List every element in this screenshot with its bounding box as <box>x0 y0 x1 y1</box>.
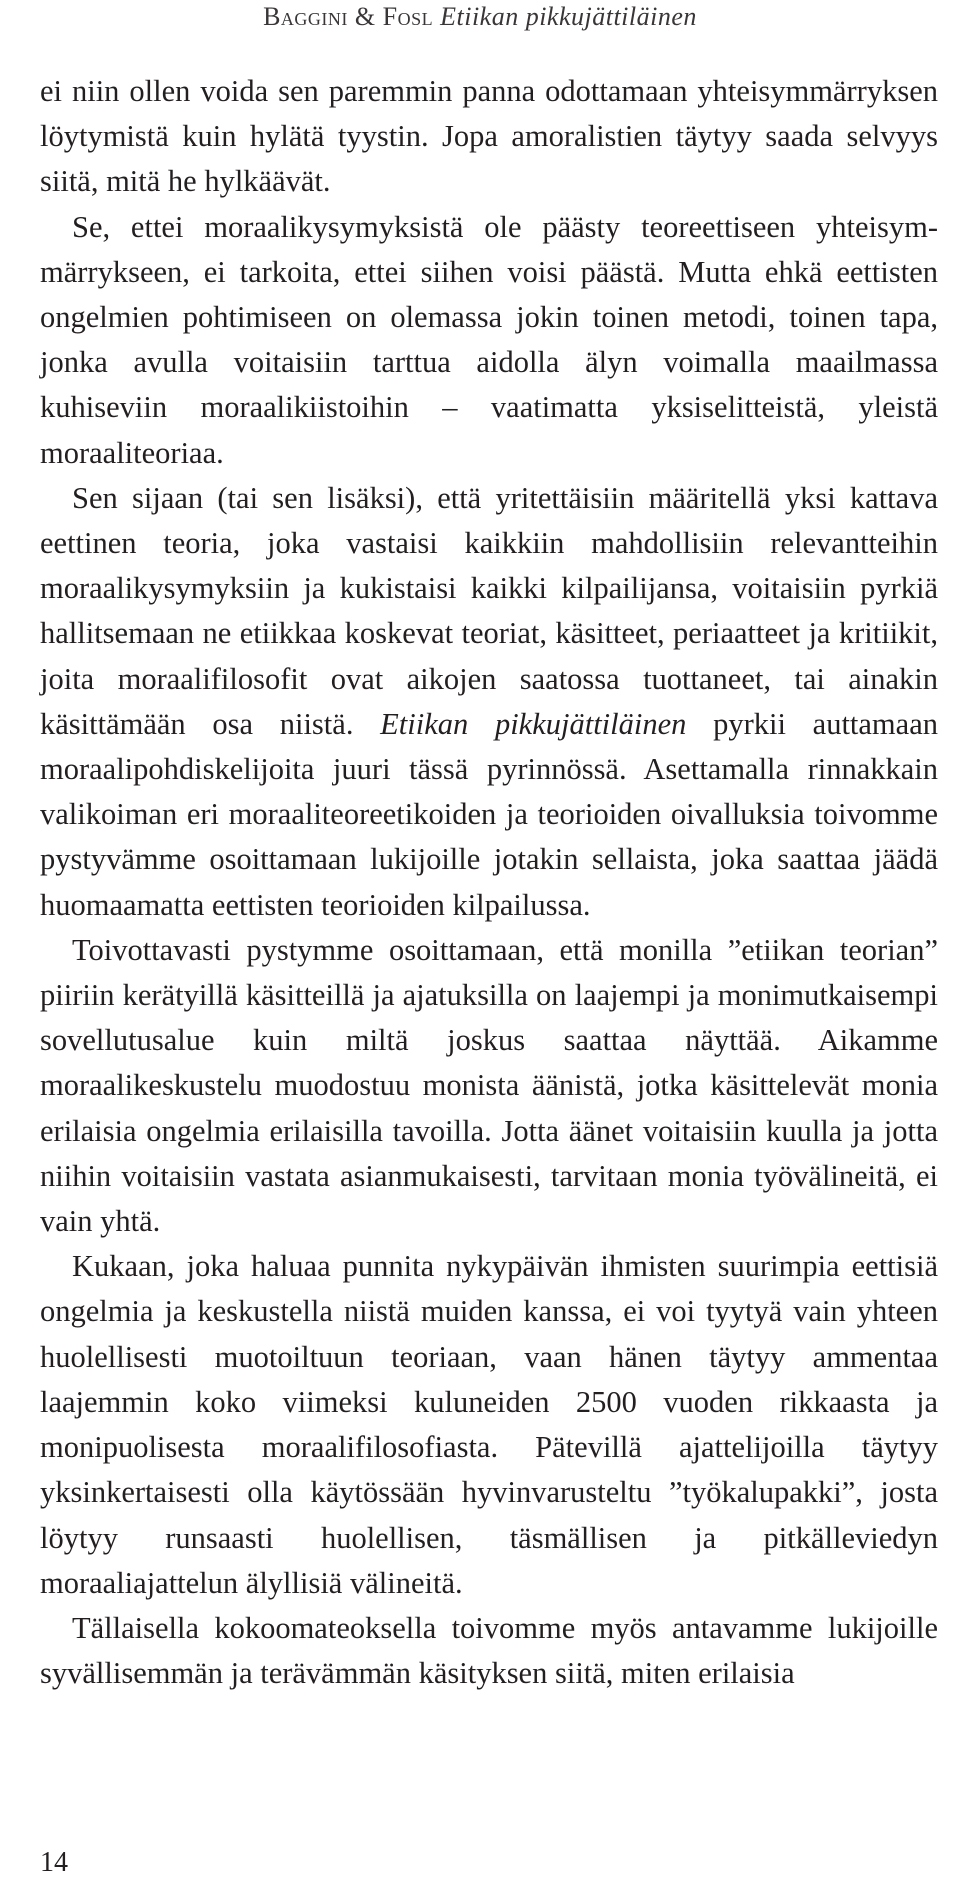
paragraph-4 <box>40 928 938 1244</box>
body-text <box>40 69 938 1696</box>
paragraph-text: Se, ettei moraalikysymyksistä ole päästy teoreettiseen yhteisymmärrykseen, ei tarkoita, ettei siihen voisi päästä. Mutta ehkä eettisten ongelmien pohtimiseen on olemassa jokin toinen metodi, toinen tapa, jonka avulla voitaisiin tarttua aidolla älyn voimalla maailmassa kuhiseviin moraalikiistoihin – vaatimatta yksiselitteistä, yleistä moraaliteoriaa. <box>40 209 938 470</box>
paragraph-text: pyrkii auttamaan moraalipohdiskelijoita juuri tässä pyrinnössä. Asettamalla rinnakkain valikoiman eri moraaliteoreetikoiden ja teorioiden oivalluksia toivomme pystyvämme osoittamaan lukijoille jotakin sellaista, joka saattaa jäädä huomaamatta eettisten teorioiden kilpailussa. <box>40 706 938 922</box>
book-title-italic: Etiikan pikkujättiläinen <box>380 706 687 741</box>
page-number: 14 <box>40 1847 68 1878</box>
paragraph-text: Toivottavasti pystymme osoittamaan, että monilla ”etiikan teorian” piiriin kerätyillä käsitteillä ja ajatuksilla on laajempi ja monimutkaisempi sovellutusalue kuin miltä joskus saattaa näyttää. Aikamme moraalikeskustelu muodostuu monista äänistä, jotka käsittelevät monia erilaisia ongelmia erilaisilla tavoilla. Jotta äänet voitaisiin kuulla ja jotta niihin voitaisiin vastata asianmukaisesti, tarvitaan monia työvälineitä, ei vain yhtä. <box>40 932 938 1239</box>
paragraph-text: Sen sijaan (tai sen lisäksi), että yritettäisiin määritellä yksi kattava eettinen teoria, joka vastaisi kaikkiin mahdollisiin relevantteihin moraalikysymyksiin ja kukistaisi kaikki kilpailijansa, voitaisiin pyrkiä hallitsemaan ne etiikkaa koskevat teoriat, käsitteet, periaatteet ja kritiikit, joita moraalifilosofit ovat aikojen saatossa tuottaneet, tai ainakin käsittämään osa niistä. <box>40 480 938 741</box>
paragraph-text: Kukaan, joka haluaa punnita nykypäivän ihmisten suurimpia eettisiä ongelmia ja keskustella niistä muiden kanssa, ei voi tyytyä vain yhteen huolellisesti muotoiltuun teoriaan, vaan hänen täytyy ammentaa laajemmin koko viimeksi kuluneiden 2500 vuoden rikkaasta ja monipuolisesta moraalifilosofiasta. Pätevillä ajattelijoilla täytyy yksinkertaisesti olla käytössään hyvinvarusteltu ”työkalupakki”, josta löytyy runsaasti huolellisen, täsmällisen ja pitkälleviedyn moraaliajattelun älyllisiä välineitä. <box>40 1249 938 1600</box>
paragraph-text: Tällaisella kokoomateoksella toivomme myös antavamme lukijoille syvällisemmän ja terävämmän käsityksen siitä, miten erilaisia <box>40 1610 938 1691</box>
paragraph-2 <box>40 205 938 476</box>
paragraph-text: ei niin ollen voida sen paremmin panna odottamaan yhteisymmärryksen löytymistä kuin hylätä tyystin. Jopa amoralistien täytyy saada selvyys siitä, mitä he hylkäävät. <box>40 74 938 199</box>
paragraph-3 <box>40 476 938 928</box>
paragraph-6 <box>40 1606 938 1696</box>
paragraph-1 <box>40 69 938 205</box>
paragraph-5 <box>40 1244 938 1606</box>
header-book-title: Etiikan pikkujättiläinen <box>440 2 697 31</box>
header-authors: Baggini & Fosl <box>263 2 434 31</box>
running-header <box>0 2 960 32</box>
